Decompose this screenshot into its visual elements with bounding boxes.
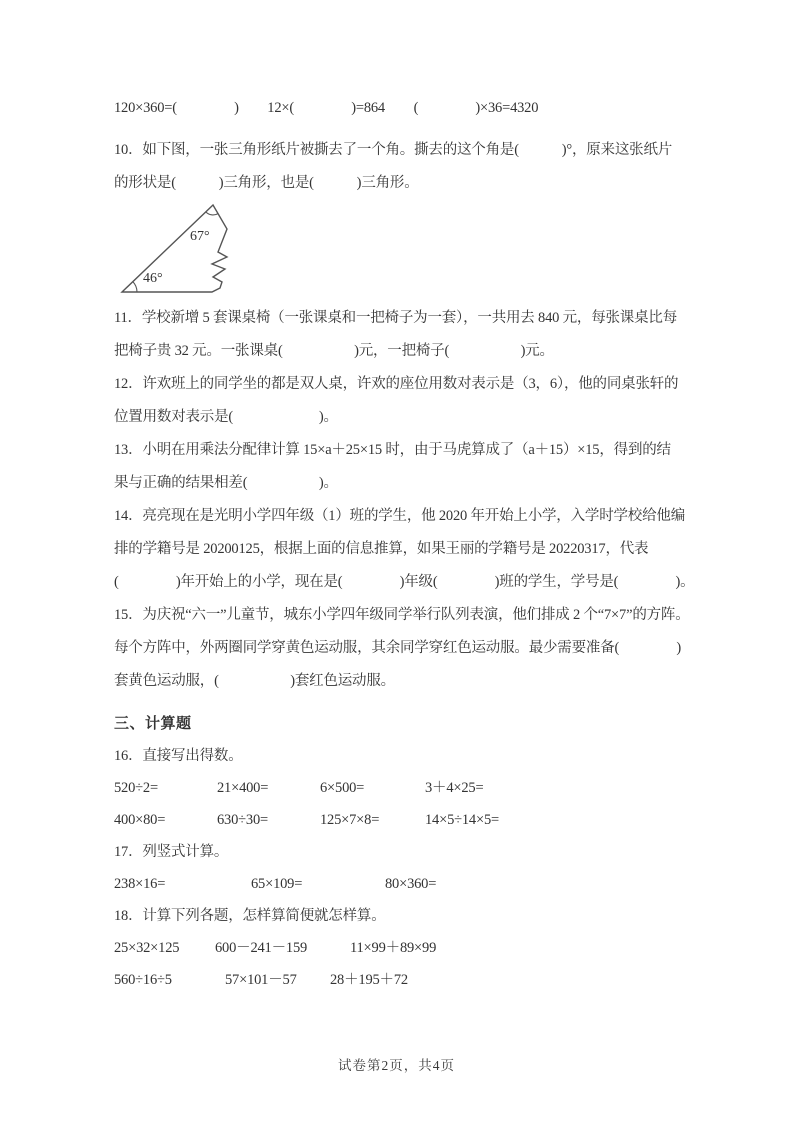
- q17-equation-row: [114, 868, 743, 900]
- question-10-line-2: 的形状是( )三角形，也是( )三角形。: [114, 175, 419, 191]
- equation-cell: 6×500=: [320, 780, 365, 796]
- equation-cell: 65×109=: [251, 876, 303, 892]
- q18-equation-row-1: [114, 932, 743, 964]
- question-10-line-1: 10．如下图，一张三角形纸片被撕去了一个角。撕去的这个角是( )°，原来这张纸片: [114, 142, 673, 158]
- equation-cell: 630÷30=: [217, 812, 268, 828]
- question-13-line-1: 13．小明在用乘法分配律计算 15×a＋25×15 时，由于马虎算成了（a＋15）×15，得到的结: [114, 442, 671, 458]
- question-15-line-1: 15．为庆祝“六一”儿童节，城东小学四年级同学举行队列表演，他们排成 2 个“7×7”的方阵。: [114, 607, 690, 623]
- question-11-line-2: 把椅子贵 32 元。一张课桌( )元，一把椅子( )元。: [114, 343, 554, 359]
- triangle-outline: [122, 205, 227, 292]
- q16-equation-row-2: [114, 804, 743, 836]
- equation-cell: 21×400=: [217, 780, 269, 796]
- question-13-line-2: 果与正确的结果相差( )。: [114, 475, 338, 491]
- page-footer: 试卷第2页，共4页: [338, 1058, 455, 1073]
- fill-blank-questions: [114, 302, 743, 698]
- equation-cell: 57×101－57: [225, 972, 297, 988]
- angle-label-left: 46°: [143, 271, 163, 286]
- question-15-line-2: 每个方阵中，外两圈同学穿黄色运动服，其余同学穿红色运动服。最少需要准备( ): [114, 640, 681, 656]
- section-3-heading: 三、计算题: [114, 715, 192, 732]
- equation-cell: 560÷16÷5: [114, 972, 172, 988]
- equation-cell: 25×32×125: [114, 940, 180, 956]
- question-10: [114, 134, 743, 200]
- question-16-prompt: 16．直接写出得数。: [114, 748, 243, 764]
- q16-equation-row-1: [114, 772, 743, 804]
- equation-cell: 28＋195＋72: [330, 972, 408, 988]
- left-angle-arc: [133, 282, 137, 292]
- equation-cell: 11×99＋89×99: [350, 940, 437, 956]
- question-17-prompt: 17．列竖式计算。: [114, 844, 229, 860]
- equation-cell: 400×80=: [114, 812, 166, 828]
- question-14-line-2: 排的学籍号是 20200125，根据上面的信息推算，如果王丽的学籍号是 20220317，代表: [114, 541, 649, 557]
- question-11-line-1: 11．学校新增 5 套课桌椅（一张课桌和一把椅子为一套），一共用去 840 元，每张课桌比每: [114, 310, 678, 326]
- question-12-line-2: 位置用数对表示是( )。: [114, 409, 338, 425]
- q18-equation-row-2: [114, 964, 743, 996]
- equation-cell: 125×7×8=: [320, 812, 380, 828]
- torn-triangle-svg: [114, 201, 240, 293]
- question-18-prompt: 18．计算下列各题，怎样算简便就怎样算。: [114, 908, 386, 924]
- question-15-line-3: 套黄色运动服，( )套红色运动服。: [114, 673, 395, 689]
- equation-cell: 80×360=: [385, 876, 437, 892]
- fill-blanks-equation-row: 120×360=( ) 12×( )=864 ( )×36=4320: [114, 100, 539, 116]
- apex-angle-arc: [206, 212, 218, 215]
- equation-cell: 3＋4×25=: [425, 780, 484, 796]
- calculation-section: [114, 708, 743, 996]
- equation-cell: 520÷2=: [114, 780, 158, 796]
- question-14-line-1: 14．亮亮现在是光明小学四年级（1）班的学生，他 2020 年开始上小学，入学时学校给他编: [114, 508, 685, 524]
- question-12-line-1: 12．许欢班上的同学坐的都是双人桌，许欢的座位用数对表示是（3，6），他的同桌张轩的: [114, 376, 679, 392]
- question-14-line-3: ( )年开始上的小学，现在是( )年级( )班的学生，学号是( )。: [114, 574, 695, 590]
- equation-cell: 600－241－159: [215, 940, 308, 956]
- equation-cell: 238×16=: [114, 876, 166, 892]
- angle-label-top: 67°: [190, 229, 210, 244]
- equation-cell: 14×5÷14×5=: [425, 812, 499, 828]
- torn-triangle-figure: [114, 201, 743, 293]
